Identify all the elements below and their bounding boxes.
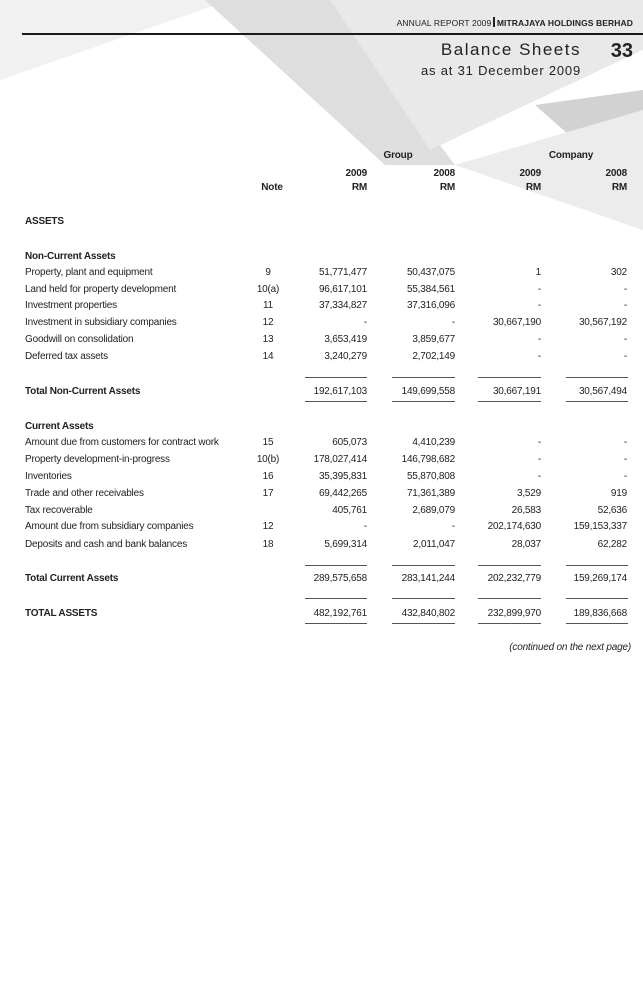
total-rule — [478, 565, 541, 566]
row-label: Investment properties — [25, 300, 117, 311]
total-label: Total Current Assets — [25, 573, 119, 584]
row-g2008: 2,689,079 — [412, 505, 455, 516]
row-g2009: 3,653,419 — [324, 334, 367, 345]
group-header: Group — [383, 150, 413, 161]
row-g2009: 51,771,477 — [318, 267, 367, 278]
row-g2008: 3,859,677 — [412, 334, 455, 345]
row-label: Deferred tax assets — [25, 351, 108, 362]
row-c2009: - — [537, 351, 541, 362]
header-rule — [22, 33, 643, 35]
row-g2009: - — [363, 521, 367, 532]
unit-header-g2008: RM — [439, 182, 455, 193]
row-note: 10(a) — [256, 284, 280, 295]
row-label: Amount due from customers for contract work — [25, 437, 219, 448]
row-g2009: 3,240,279 — [324, 351, 367, 362]
row-c2009: - — [537, 284, 541, 295]
row-label: Property development-in-progress — [25, 454, 170, 465]
company-name: MITRAJAYA HOLDINGS BERHAD — [496, 18, 633, 28]
total-rule — [305, 401, 367, 402]
total-assets-c2008: 189,836,668 — [573, 608, 627, 619]
total-c2009: 202,232,779 — [487, 573, 541, 584]
total-rule — [392, 565, 455, 566]
total-rule — [478, 598, 541, 599]
row-note: 9 — [265, 267, 271, 278]
row-note: 18 — [262, 539, 274, 550]
row-g2008: 71,361,389 — [406, 488, 455, 499]
year-header-g2008: 2008 — [433, 168, 455, 179]
row-c2009: 28,037 — [511, 539, 541, 550]
unit-header-c2009: RM — [525, 182, 541, 193]
total-rule — [566, 623, 628, 624]
row-c2008: - — [623, 284, 627, 295]
row-c2009: 30,667,190 — [492, 317, 541, 328]
row-c2008: 52,636 — [597, 505, 627, 516]
row-g2008: - — [451, 317, 455, 328]
row-label: Goodwill on consolidation — [25, 334, 134, 345]
report-header — [397, 17, 633, 28]
row-note: 17 — [262, 488, 274, 499]
total-assets-g2009: 482,192,761 — [313, 608, 367, 619]
company-header: Company — [548, 150, 594, 161]
row-g2009: 69,442,265 — [318, 488, 367, 499]
row-c2008: 30,567,192 — [578, 317, 627, 328]
total-g2009: 289,575,658 — [313, 573, 367, 584]
row-c2008: - — [623, 471, 627, 482]
row-c2008: - — [623, 437, 627, 448]
current-heading: Current Assets — [25, 421, 94, 432]
total-rule — [566, 598, 628, 599]
row-label: Inventories — [25, 471, 72, 482]
row-note: 10(b) — [256, 454, 280, 465]
total-rule — [392, 598, 455, 599]
row-label: Property, plant and equipment — [25, 267, 153, 278]
total-g2008: 283,141,244 — [401, 573, 455, 584]
row-c2009: - — [537, 437, 541, 448]
row-label: Amount due from subsidiary companies — [25, 521, 194, 532]
row-g2009: 37,334,827 — [318, 300, 367, 311]
row-label: Trade and other receivables — [25, 488, 144, 499]
row-g2008: 50,437,075 — [406, 267, 455, 278]
row-c2008: - — [623, 351, 627, 362]
row-c2008: 302 — [610, 267, 627, 278]
row-c2008: 159,153,337 — [573, 521, 627, 532]
total-rule — [392, 623, 455, 624]
note-header: Note — [261, 182, 283, 193]
row-note: 12 — [262, 521, 274, 532]
header-separator — [493, 17, 495, 27]
row-g2008: 2,702,149 — [412, 351, 455, 362]
row-label: Tax recoverable — [25, 505, 93, 516]
row-c2009: 26,583 — [511, 505, 541, 516]
total-rule — [305, 623, 367, 624]
unit-header-g2009: RM — [351, 182, 367, 193]
row-c2008: - — [623, 300, 627, 311]
total-assets-g2008: 432,840,802 — [401, 608, 455, 619]
report-title: ANNUAL REPORT 2009 — [396, 18, 492, 28]
row-label: Deposits and cash and bank balances — [25, 539, 188, 550]
row-c2009: - — [537, 300, 541, 311]
row-g2009: 605,073 — [332, 437, 367, 448]
row-note: 13 — [262, 334, 274, 345]
row-g2009: 35,395,831 — [318, 471, 367, 482]
total-rule — [305, 598, 367, 599]
total-g2009: 192,617,103 — [313, 386, 367, 397]
total-rule — [478, 623, 541, 624]
unit-header-c2008: RM — [611, 182, 627, 193]
row-g2009: - — [363, 317, 367, 328]
total-rule — [566, 401, 628, 402]
row-g2008: 37,316,096 — [406, 300, 455, 311]
row-note: 15 — [262, 437, 274, 448]
page-subtitle: as at 31 December 2009 — [421, 63, 581, 78]
row-label: Investment in subsidiary companies — [25, 317, 177, 328]
row-g2008: 146,798,682 — [401, 454, 455, 465]
total-rule — [566, 377, 628, 378]
row-c2008: - — [623, 454, 627, 465]
row-g2008: 2,011,047 — [413, 539, 455, 550]
row-c2009: - — [537, 471, 541, 482]
row-c2008: 919 — [610, 488, 627, 499]
total-g2008: 149,699,558 — [401, 386, 455, 397]
continued-note: (continued on the next page) — [509, 642, 631, 653]
year-header-c2009: 2009 — [519, 168, 541, 179]
total-rule — [566, 565, 628, 566]
row-c2008: 62,282 — [597, 539, 627, 550]
assets-heading: ASSETS — [25, 216, 64, 227]
row-c2009: - — [537, 334, 541, 345]
row-g2009: 178,027,414 — [313, 454, 367, 465]
row-note: 14 — [262, 351, 274, 362]
row-note: 11 — [263, 300, 273, 311]
row-c2009: - — [537, 454, 541, 465]
row-g2008: 55,384,561 — [406, 284, 455, 295]
page-number: 33 — [610, 40, 633, 62]
total-c2009: 30,667,191 — [492, 386, 541, 397]
row-c2009: 3,529 — [516, 488, 541, 499]
total-c2008: 30,567,494 — [578, 386, 627, 397]
total-assets-label: TOTAL ASSETS — [25, 608, 98, 619]
total-label: Total Non-Current Assets — [25, 386, 141, 397]
row-g2009: 405,761 — [332, 505, 367, 516]
total-c2008: 159,269,174 — [573, 573, 627, 584]
total-rule — [478, 401, 541, 402]
row-c2009: 1 — [535, 267, 541, 278]
total-rule — [392, 401, 455, 402]
year-header-c2008: 2008 — [605, 168, 627, 179]
total-rule — [392, 377, 455, 378]
total-rule — [478, 377, 541, 378]
row-c2008: - — [623, 334, 627, 345]
row-g2008: 4,410,239 — [412, 437, 455, 448]
total-assets-c2009: 232,899,970 — [487, 608, 541, 619]
row-note: 16 — [262, 471, 274, 482]
page-title: Balance Sheets — [440, 40, 581, 59]
year-header-g2009: 2009 — [345, 168, 367, 179]
row-g2009: 96,617,101 — [318, 284, 367, 295]
row-label: Land held for property development — [25, 284, 177, 295]
row-g2008: - — [451, 521, 455, 532]
row-g2009: 5,699,314 — [324, 539, 367, 550]
non-current-heading: Non-Current Assets — [25, 251, 116, 262]
total-rule — [305, 377, 367, 378]
row-note: 12 — [262, 317, 274, 328]
row-g2008: 55,870,808 — [406, 471, 455, 482]
total-rule — [305, 565, 367, 566]
row-c2009: 202,174,630 — [487, 521, 541, 532]
